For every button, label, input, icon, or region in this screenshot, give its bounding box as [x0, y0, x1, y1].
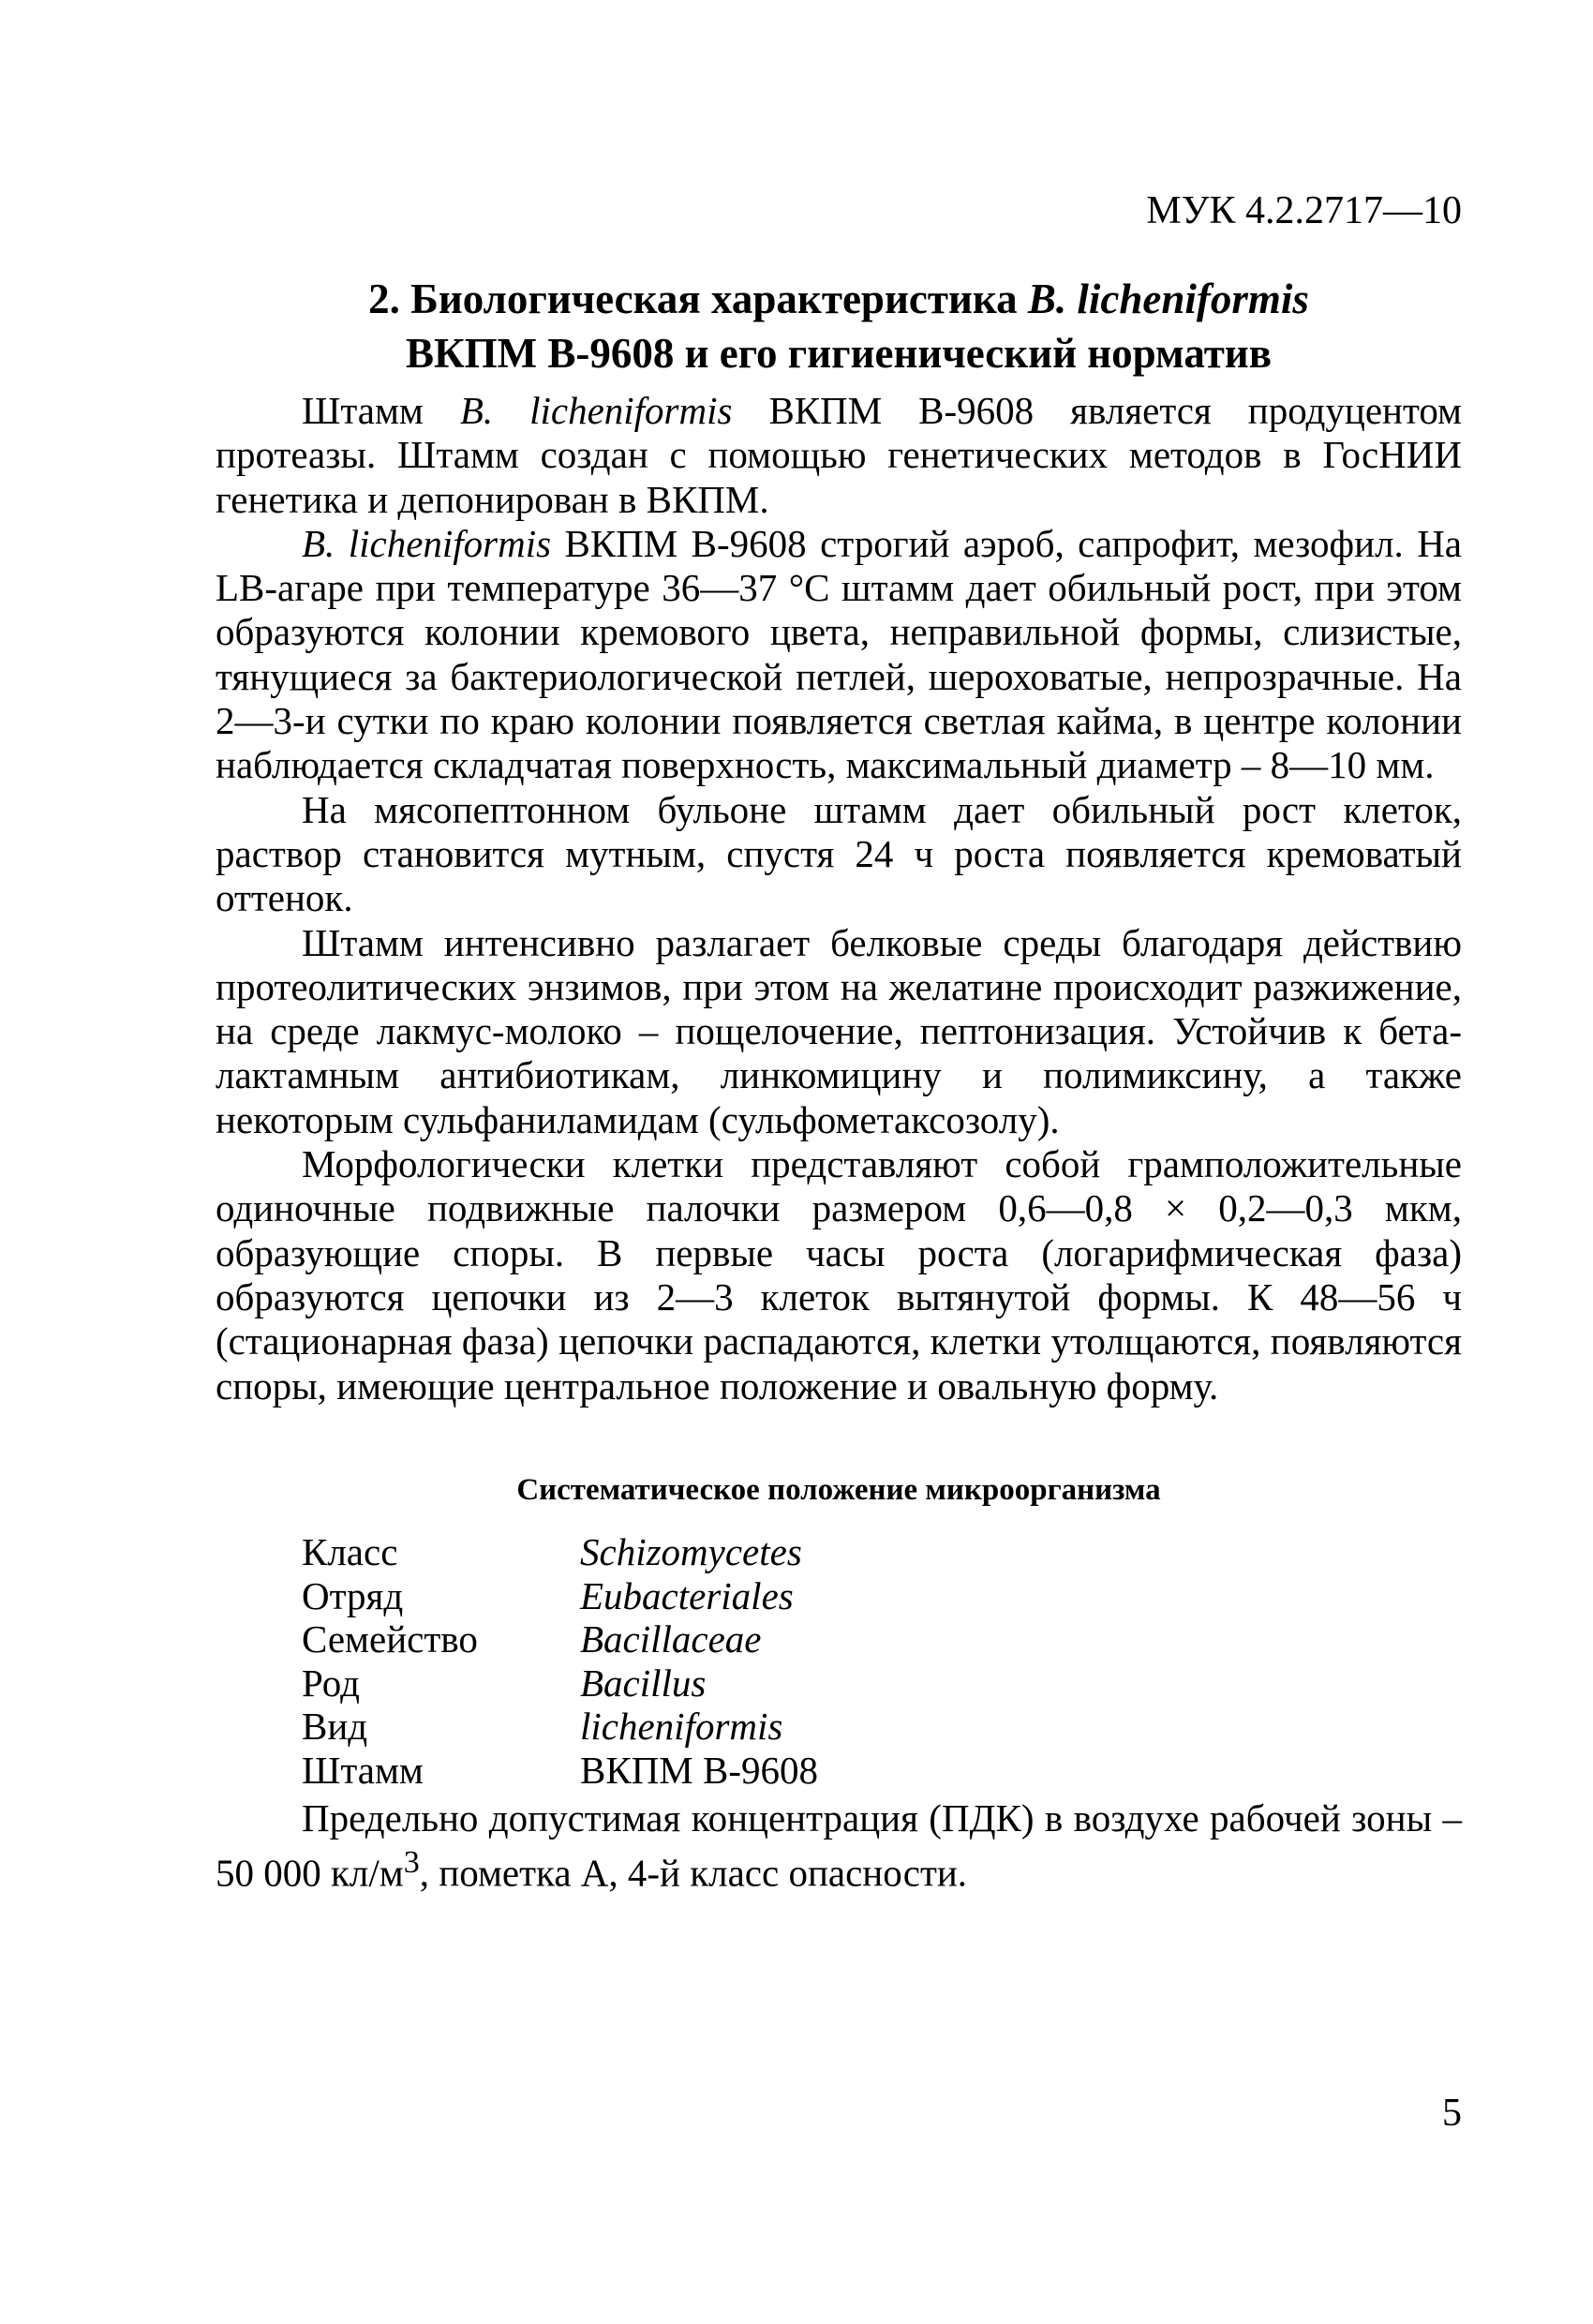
section-heading-line-2: ВКПМ В-9608 и его гигиенический норматив — [405, 330, 1273, 377]
taxonomy-row — [302, 1705, 818, 1749]
paragraph-biochemical-properties: Штамм интенсивно разлагает белковые среды благодаря действию протеолитических энзимов, при этом на желатине происходит разжижение, на среде лакмус-молоко – пощелочение, пептонизация. Устойчив к бета-лактамным антибиотикам, линкомицину и полимиксину, а также некоторым сульфаниламидам (сульфометаксозолу). — [216, 920, 1462, 1141]
paragraph-broth-growth: На мясопептонном бульоне штамм дает обильный рост клеток, раствор становится мутным, спустя 24 ч роста появляется кремоватый оттенок. — [216, 787, 1462, 920]
pdk-text-b: , пометка А, 4-й класс опасности. — [419, 1851, 968, 1895]
pdk-exponent: 3 — [403, 1845, 420, 1880]
taxonomy-row — [302, 1749, 818, 1793]
section-heading-species: B. licheniformis — [1027, 276, 1309, 322]
paragraph-2-text: ВКПМ В-9608 строгий аэроб, сапрофит, мезофил. На LB-агаре при температуре 36—37 °С штамм дает обильный рост, при этом образуются колонии кремового цвета, неправильной формы, слизистые, тянущиеся за бактериологической петлей, шероховатые, непрозрачные. На 2—3-и сутки по краю колонии появляется светлая кайма, в центре колонии наблюдается складчатая поверхность, максимальный диаметр – 8—10 мм. — [216, 521, 1462, 787]
paragraph-1-text-b: ВКПМ В-9608 является продуцентом протеазы. Штамм создан с помощью генетических методов в ГосНИИ генетика и депонирован в ВКПМ. — [216, 389, 1463, 521]
taxonomy-table — [302, 1530, 818, 1792]
paragraph-2-species: B. licheniformis — [302, 521, 552, 565]
taxonomy-rank: Штамм — [302, 1748, 424, 1792]
taxonomy-row — [302, 1661, 818, 1706]
taxonomy-rank: Отряд — [302, 1573, 404, 1617]
paragraph-cultural-properties — [216, 522, 1462, 788]
paragraph-1-text-a: Штамм — [302, 389, 460, 432]
body-text — [216, 389, 1462, 1408]
paragraph-1-species: B. licheniformis — [459, 389, 733, 432]
taxonomy-row — [302, 1574, 818, 1618]
taxonomy-value: Eubacteriales — [580, 1573, 794, 1617]
taxonomy-row — [302, 1530, 818, 1574]
section-heading-prefix: 2. Биологическая характеристика — [368, 276, 1028, 322]
taxonomy-value: Schizomycetes — [580, 1530, 802, 1573]
taxonomy-rank: Вид — [302, 1705, 368, 1748]
document-code: МУК 4.2.2717—10 — [1146, 189, 1462, 232]
section-heading — [216, 272, 1462, 380]
systematics-title: Систематическое положение микроорганизма — [516, 1473, 1161, 1507]
taxonomy-row — [302, 1617, 818, 1661]
taxonomy-value: Bacillus — [580, 1661, 707, 1705]
taxonomy-rank: Семейство — [302, 1617, 478, 1661]
paragraph-max-allowable-concentration — [216, 1796, 1462, 1896]
taxonomy-value: ВКПМ В-9608 — [580, 1748, 819, 1792]
pdk-text-a: Предельно допустимая концентрация (ПДК) в воздухе рабочей зоны – 50 000 кл/м — [216, 1796, 1462, 1895]
document-page — [216, 0, 1462, 2324]
paragraph-strain-origin — [216, 389, 1462, 522]
taxonomy-rank: Род — [302, 1661, 360, 1705]
paragraph-morphology: Морфологически клетки представляют собой грамположительные одиночные подвижные палочки размером 0,6—0,8 × 0,2—0,3 мкм, образующие споры. В первые часы роста (логарифмическая фаза) образуются цепочки из 2—3 клеток вытянутой формы. К 48—56 ч (стационарная фаза) цепочки распадаются, клетки утолщаются, появляются споры, имеющие центральное положение и овальную форму. — [216, 1142, 1462, 1408]
taxonomy-value: Bacillaceae — [580, 1617, 762, 1661]
taxonomy-rank: Класс — [302, 1530, 398, 1573]
section-heading-line-1 — [216, 272, 1462, 326]
taxonomy-value: licheniformis — [580, 1705, 783, 1748]
page-number: 5 — [1442, 2092, 1462, 2135]
